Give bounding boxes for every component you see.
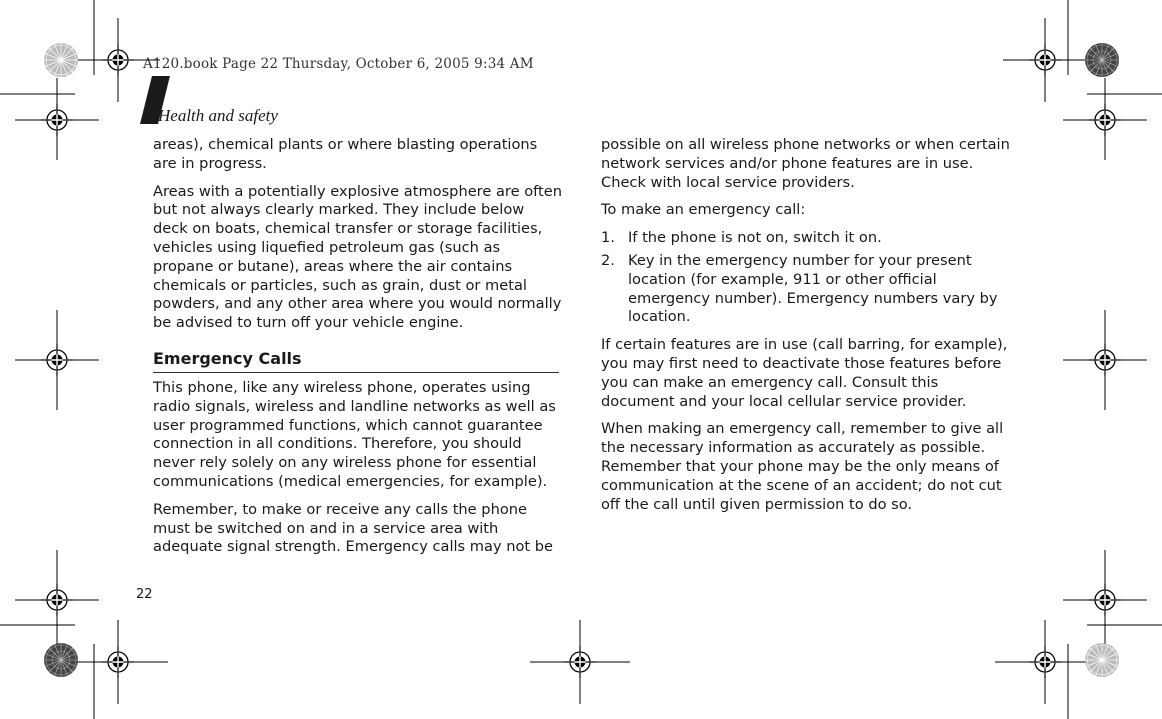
paragraph: Remember, to make or receive any calls the phone must be switched on and in a service area with adequate signal strength. Emergency calls may not be <box>153 500 554 556</box>
steps-list <box>601 229 1011 327</box>
paragraph: If certain features are in use (call barring, for example), you may first need to deactivate those features before you can make an emergency call. Consult this document and your local cellular service provider. <box>601 336 1008 410</box>
paragraph: When making an emergency call, remember to give all the necessary information as accurately as possible. Remember that your phone may be the only means of communication at the scene of an accident; do not cut off the call until given permission to do so. <box>601 420 1004 513</box>
step-text: If the phone is not on, switch it on. <box>628 229 882 247</box>
paragraph: This phone, like any wireless phone, operates using radio signals, wireless and landline networks as well as user programmed functions, which cannot guarantee connection in all conditions. Therefore, you should never rely solely on any wireless phone for essential communications (medical emergencies, for example). <box>153 378 556 490</box>
step-number: 1. <box>601 229 615 247</box>
list-item <box>601 252 1011 327</box>
page-number: 22 <box>136 587 153 602</box>
section-heading: Emergency Calls <box>153 349 559 373</box>
page-header: Health and safety <box>158 106 278 125</box>
paragraph: areas), chemical plants or where blasting operations are in progress. <box>153 136 538 172</box>
paragraph: possible on all wireless phone networks or when certain network services and/or phone features are in use. Check with local service providers. <box>601 136 1010 191</box>
paragraph: To make an emergency call: <box>601 201 806 219</box>
paragraph: Areas with a potentially explosive atmosphere are often but not always clearly marked. They include below deck on boats, chemical transfer or storage facilities, vehicles using liquefied petroleum gas (such as propane or butane), areas where the air contains chemicals or particles, such as grain, dust or metal powders, and any other area where you would normally be advised to turn off your vehicle engine. <box>153 182 562 332</box>
left-column <box>153 136 563 566</box>
print-slug: A120.book Page 22 Thursday, October 6, 2005 9:34 AM <box>143 56 534 72</box>
step-number: 2. <box>601 251 615 269</box>
list-item <box>601 229 1011 248</box>
step-text: Key in the emergency number for your present location (for example, 911 or other official emergency number). Emergency numbers vary by location. <box>628 251 998 326</box>
right-column <box>601 136 1011 523</box>
